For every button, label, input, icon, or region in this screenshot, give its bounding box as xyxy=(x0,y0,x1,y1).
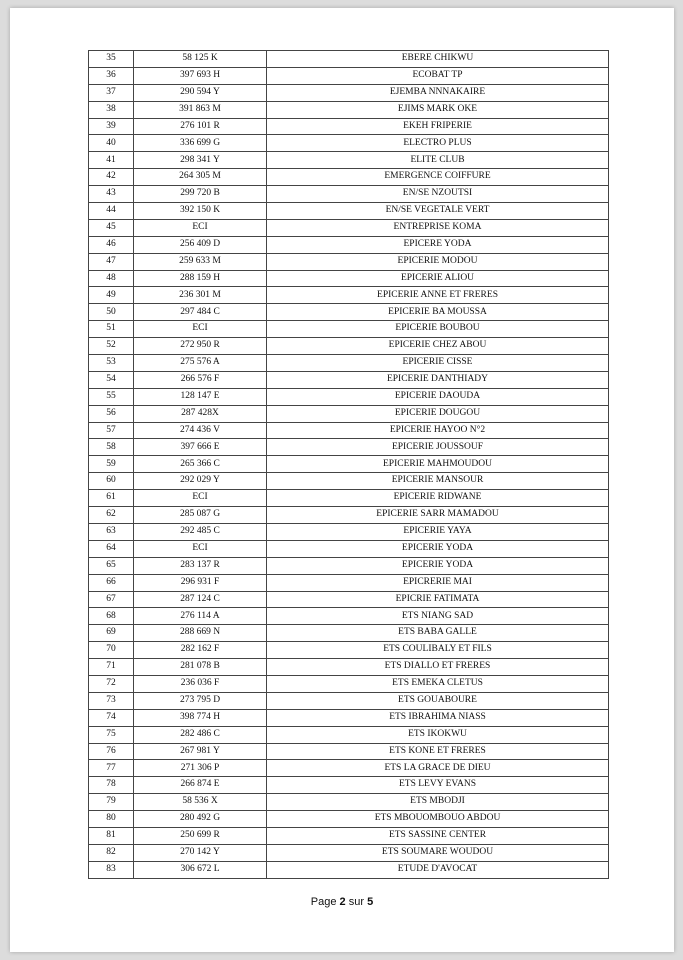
registration-code-cell: 276 101 R xyxy=(134,118,267,135)
row-number-cell: 69 xyxy=(89,625,134,642)
page-separator: sur xyxy=(348,896,365,908)
row-number-cell: 64 xyxy=(89,540,134,557)
row-number-cell: 76 xyxy=(89,743,134,760)
row-number-cell: 40 xyxy=(89,135,134,152)
registration-code-cell: 288 159 H xyxy=(134,270,267,287)
business-name-cell: ENTREPRISE KOMA xyxy=(267,219,609,236)
table-row xyxy=(89,186,609,203)
page-label: Page xyxy=(310,896,337,908)
table-row xyxy=(89,236,609,253)
table-row xyxy=(89,574,609,591)
row-number-cell: 74 xyxy=(89,709,134,726)
registration-code-cell: 273 795 D xyxy=(134,692,267,709)
row-number-cell: 46 xyxy=(89,236,134,253)
row-number-cell: 79 xyxy=(89,794,134,811)
table-row xyxy=(89,118,609,135)
row-number-cell: 36 xyxy=(89,67,134,84)
row-number-cell: 57 xyxy=(89,422,134,439)
business-name-cell: EPICERIE CISSE xyxy=(267,355,609,372)
table-row xyxy=(89,794,609,811)
table-row xyxy=(89,321,609,338)
registration-code-cell: 272 950 R xyxy=(134,338,267,355)
registration-code-cell: 236 036 F xyxy=(134,675,267,692)
row-number-cell: 60 xyxy=(89,473,134,490)
registration-code-cell: 398 774 H xyxy=(134,709,267,726)
table-row xyxy=(89,169,609,186)
business-name-cell: EPICERIE RIDWANE xyxy=(267,490,609,507)
table-row xyxy=(89,490,609,507)
business-name-cell: EPICRERIE MAI xyxy=(267,574,609,591)
row-number-cell: 81 xyxy=(89,827,134,844)
business-name-cell: EN/SE VEGETALE VERT xyxy=(267,203,609,220)
row-number-cell: 65 xyxy=(89,557,134,574)
registration-code-cell: 264 305 M xyxy=(134,169,267,186)
registration-code-cell: 271 306 P xyxy=(134,760,267,777)
table-row xyxy=(89,405,609,422)
table-row xyxy=(89,659,609,676)
row-number-cell: 61 xyxy=(89,490,134,507)
business-name-cell: EPICERIE MODOU xyxy=(267,253,609,270)
table-row xyxy=(89,84,609,101)
row-number-cell: 41 xyxy=(89,152,134,169)
table-row xyxy=(89,287,609,304)
business-name-cell: ETS MBOUOMBOUO ABDOU xyxy=(267,811,609,828)
registration-code-cell: 288 669 N xyxy=(134,625,267,642)
row-number-cell: 63 xyxy=(89,523,134,540)
business-name-cell: EPICERIE CHEZ ABOU xyxy=(267,338,609,355)
registration-code-cell: 280 492 G xyxy=(134,811,267,828)
row-number-cell: 51 xyxy=(89,321,134,338)
business-name-cell: ETS DIALLO ET FRERES xyxy=(267,659,609,676)
table-row xyxy=(89,422,609,439)
business-name-cell: EPICERIE YAYA xyxy=(267,523,609,540)
row-number-cell: 58 xyxy=(89,439,134,456)
business-name-cell: ETS NIANG SAD xyxy=(267,608,609,625)
page-footer xyxy=(10,896,674,908)
business-name-cell: EPICERIE DANTHIADY xyxy=(267,371,609,388)
registration-code-cell: 58 125 K xyxy=(134,51,267,68)
row-number-cell: 47 xyxy=(89,253,134,270)
registration-code-cell: 270 142 Y xyxy=(134,844,267,861)
registration-code-cell: 282 162 F xyxy=(134,642,267,659)
business-name-cell: ELECTRO PLUS xyxy=(267,135,609,152)
table-row xyxy=(89,51,609,68)
table-row xyxy=(89,219,609,236)
business-name-cell: EPICERIE DOUGOU xyxy=(267,405,609,422)
table-row xyxy=(89,743,609,760)
table-row xyxy=(89,625,609,642)
row-number-cell: 45 xyxy=(89,219,134,236)
registration-code-cell: 287 428X xyxy=(134,405,267,422)
business-name-cell: EPICERIE MANSOUR xyxy=(267,473,609,490)
row-number-cell: 48 xyxy=(89,270,134,287)
table-row xyxy=(89,338,609,355)
business-name-cell: EPICERIE BOUBOU xyxy=(267,321,609,338)
registration-code-cell: 283 137 R xyxy=(134,557,267,574)
row-number-cell: 82 xyxy=(89,844,134,861)
row-number-cell: 59 xyxy=(89,456,134,473)
row-number-cell: 39 xyxy=(89,118,134,135)
row-number-cell: 80 xyxy=(89,811,134,828)
table-row xyxy=(89,827,609,844)
table-row xyxy=(89,270,609,287)
document-page xyxy=(10,8,674,952)
row-number-cell: 49 xyxy=(89,287,134,304)
row-number-cell: 53 xyxy=(89,355,134,372)
registration-code-cell: 391 863 M xyxy=(134,101,267,118)
registration-code-cell: 290 594 Y xyxy=(134,84,267,101)
registration-code-cell: 250 699 R xyxy=(134,827,267,844)
registration-code-cell: 306 672 L xyxy=(134,861,267,878)
table-row xyxy=(89,152,609,169)
business-name-cell: EJIMS MARK OKE xyxy=(267,101,609,118)
registration-code-cell: 281 078 B xyxy=(134,659,267,676)
table-row xyxy=(89,642,609,659)
registration-code-cell: 292 029 Y xyxy=(134,473,267,490)
table-row xyxy=(89,861,609,878)
business-name-cell: EJEMBA NNNAKAIRE xyxy=(267,84,609,101)
registration-code-cell: 392 150 K xyxy=(134,203,267,220)
registration-code-cell: ECI xyxy=(134,540,267,557)
table-row xyxy=(89,777,609,794)
table-row xyxy=(89,67,609,84)
business-name-cell: EN/SE NZOUTSI xyxy=(267,186,609,203)
table-row xyxy=(89,304,609,321)
table-row xyxy=(89,608,609,625)
business-name-cell: EPICERE YODA xyxy=(267,236,609,253)
registration-code-cell: 296 931 F xyxy=(134,574,267,591)
total-pages-number: 5 xyxy=(367,896,374,908)
registration-code-cell: ECI xyxy=(134,219,267,236)
row-number-cell: 66 xyxy=(89,574,134,591)
table-row xyxy=(89,203,609,220)
table-row xyxy=(89,540,609,557)
table-row xyxy=(89,726,609,743)
row-number-cell: 55 xyxy=(89,388,134,405)
registration-code-cell: 297 484 C xyxy=(134,304,267,321)
row-number-cell: 35 xyxy=(89,51,134,68)
registration-code-cell: 292 485 C xyxy=(134,523,267,540)
row-number-cell: 38 xyxy=(89,101,134,118)
business-name-cell: ETS GOUABOURE xyxy=(267,692,609,709)
registration-code-cell: 128 147 E xyxy=(134,388,267,405)
registration-code-cell: 275 576 A xyxy=(134,355,267,372)
registration-code-cell: 336 699 G xyxy=(134,135,267,152)
business-name-cell: ETS LA GRACE DE DIEU xyxy=(267,760,609,777)
business-name-cell: EPICERIE ANNE ET FRERES xyxy=(267,287,609,304)
table-row xyxy=(89,101,609,118)
business-name-cell: EPICERIE BA MOUSSA xyxy=(267,304,609,321)
registration-code-cell: 265 366 C xyxy=(134,456,267,473)
business-name-cell: EPICERIE SARR MAMADOU xyxy=(267,507,609,524)
row-number-cell: 50 xyxy=(89,304,134,321)
business-name-cell: EBERE CHIKWU xyxy=(267,51,609,68)
row-number-cell: 83 xyxy=(89,861,134,878)
table-row xyxy=(89,844,609,861)
registration-code-cell: 282 486 C xyxy=(134,726,267,743)
table-row xyxy=(89,675,609,692)
business-name-cell: EPICERIE DAOUDA xyxy=(267,388,609,405)
row-number-cell: 52 xyxy=(89,338,134,355)
table-row xyxy=(89,135,609,152)
current-page-number: 2 xyxy=(339,896,346,908)
registration-code-cell: 299 720 B xyxy=(134,186,267,203)
business-name-cell: ETS MBODJI xyxy=(267,794,609,811)
registration-code-cell: 287 124 C xyxy=(134,591,267,608)
row-number-cell: 42 xyxy=(89,169,134,186)
registry-table-body xyxy=(89,51,609,879)
table-row xyxy=(89,439,609,456)
row-number-cell: 75 xyxy=(89,726,134,743)
row-number-cell: 70 xyxy=(89,642,134,659)
registration-code-cell: 267 981 Y xyxy=(134,743,267,760)
registration-code-cell: 256 409 D xyxy=(134,236,267,253)
business-name-cell: ELITE CLUB xyxy=(267,152,609,169)
business-name-cell: ECOBAT TP xyxy=(267,67,609,84)
registry-table xyxy=(88,50,609,879)
business-name-cell: ETS COULIBALY ET FILS xyxy=(267,642,609,659)
row-number-cell: 44 xyxy=(89,203,134,220)
table-row xyxy=(89,355,609,372)
business-name-cell: EPICERIE JOUSSOUF xyxy=(267,439,609,456)
business-name-cell: ETS EMEKA CLETUS xyxy=(267,675,609,692)
registration-code-cell: 298 341 Y xyxy=(134,152,267,169)
table-row xyxy=(89,591,609,608)
registration-code-cell: 285 087 G xyxy=(134,507,267,524)
row-number-cell: 72 xyxy=(89,675,134,692)
business-name-cell: ETS SASSINE CENTER xyxy=(267,827,609,844)
registration-code-cell: 58 536 X xyxy=(134,794,267,811)
business-name-cell: EPICERIE YODA xyxy=(267,540,609,557)
table-row xyxy=(89,557,609,574)
row-number-cell: 73 xyxy=(89,692,134,709)
registration-code-cell: 259 633 M xyxy=(134,253,267,270)
table-row xyxy=(89,709,609,726)
row-number-cell: 37 xyxy=(89,84,134,101)
table-row xyxy=(89,473,609,490)
table-row xyxy=(89,507,609,524)
table-row xyxy=(89,388,609,405)
business-name-cell: ETUDE D'AVOCAT xyxy=(267,861,609,878)
table-row xyxy=(89,253,609,270)
registration-code-cell: 266 874 E xyxy=(134,777,267,794)
table-row xyxy=(89,456,609,473)
business-name-cell: ETS SOUMARE WOUDOU xyxy=(267,844,609,861)
row-number-cell: 71 xyxy=(89,659,134,676)
row-number-cell: 68 xyxy=(89,608,134,625)
table-row xyxy=(89,371,609,388)
table-row xyxy=(89,811,609,828)
business-name-cell: EPICRIE FATIMATA xyxy=(267,591,609,608)
row-number-cell: 43 xyxy=(89,186,134,203)
registration-code-cell: 397 666 E xyxy=(134,439,267,456)
business-name-cell: EPICERIE HAYOO N°2 xyxy=(267,422,609,439)
table-row xyxy=(89,523,609,540)
row-number-cell: 56 xyxy=(89,405,134,422)
registration-code-cell: 397 693 H xyxy=(134,67,267,84)
business-name-cell: ETS BABA GALLE xyxy=(267,625,609,642)
registration-code-cell: 274 436 V xyxy=(134,422,267,439)
registration-code-cell: 266 576 F xyxy=(134,371,267,388)
registration-code-cell: ECI xyxy=(134,321,267,338)
registration-code-cell: 236 301 M xyxy=(134,287,267,304)
business-name-cell: EPICERIE ALIOU xyxy=(267,270,609,287)
row-number-cell: 78 xyxy=(89,777,134,794)
business-name-cell: ETS IBRAHIMA NIASS xyxy=(267,709,609,726)
business-name-cell: ETS IKOKWU xyxy=(267,726,609,743)
business-name-cell: ETS LEVY EVANS xyxy=(267,777,609,794)
table-row xyxy=(89,692,609,709)
business-name-cell: EKEH FRIPERIE xyxy=(267,118,609,135)
table-row xyxy=(89,760,609,777)
row-number-cell: 54 xyxy=(89,371,134,388)
business-name-cell: ETS KONE ET FRERES xyxy=(267,743,609,760)
registration-code-cell: 276 114 A xyxy=(134,608,267,625)
registration-code-cell: ECI xyxy=(134,490,267,507)
business-name-cell: EMERGENCE COIFFURE xyxy=(267,169,609,186)
business-name-cell: EPICERIE MAHMOUDOU xyxy=(267,456,609,473)
business-name-cell: EPICERIE YODA xyxy=(267,557,609,574)
row-number-cell: 62 xyxy=(89,507,134,524)
row-number-cell: 77 xyxy=(89,760,134,777)
row-number-cell: 67 xyxy=(89,591,134,608)
